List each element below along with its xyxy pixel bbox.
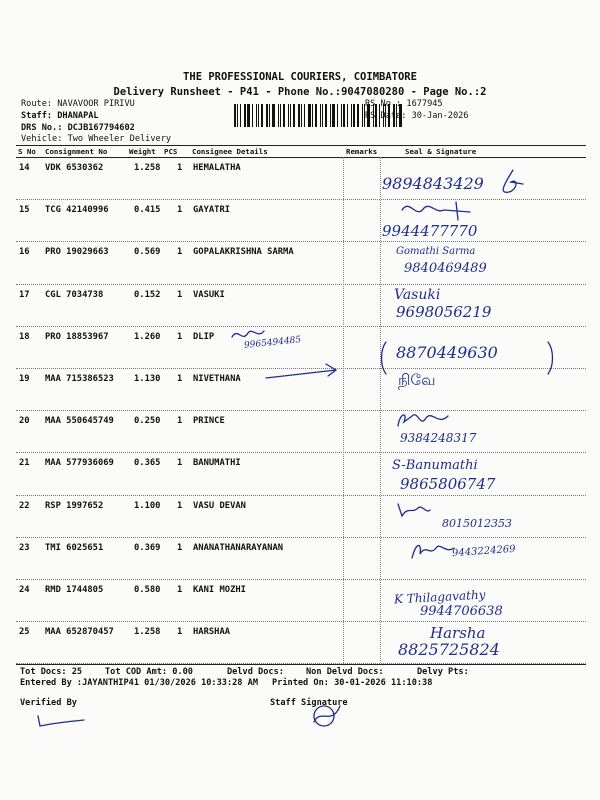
barcode-bar — [272, 104, 275, 127]
barcode-bar — [325, 104, 327, 127]
row-pcs: 1 — [177, 416, 183, 427]
barcode-bar — [234, 104, 236, 127]
row-consignee: BANUMATHI — [193, 458, 241, 469]
row-divider — [16, 241, 586, 242]
row-consignee: HARSHAA — [193, 627, 231, 638]
non-delivered-docs: Non Delvd Docs: — [306, 667, 384, 677]
col-consignment: Consignment No — [45, 147, 108, 156]
barcode-bar — [357, 104, 359, 127]
col-pcs: PCS — [164, 147, 178, 156]
row-consignment-no: PRO 18853967 — [45, 331, 109, 342]
row-pcs: 1 — [177, 542, 183, 553]
barcode-bar — [237, 104, 238, 127]
row-consignee: KANI MOZHI — [193, 585, 246, 595]
hw-phone-15: 9944477770 — [382, 222, 478, 240]
hw-phone-21: 9865806747 — [400, 475, 496, 493]
row-weight: 0.369 — [134, 542, 161, 553]
signature-scribble-15 — [400, 196, 480, 222]
barcode-bar — [322, 104, 323, 127]
row-sno: 17 — [19, 289, 30, 300]
row-weight: 0.580 — [134, 585, 161, 595]
verified-by-label: Verified By — [20, 698, 77, 708]
barcode-bar — [353, 104, 355, 127]
barcode-bar — [252, 104, 253, 127]
hw-name-17: Vasuki — [394, 287, 441, 303]
barcode-bar — [240, 104, 241, 127]
barcode-bar — [330, 104, 331, 127]
row-sno: 15 — [19, 205, 30, 216]
row-divider — [16, 326, 586, 327]
barcode-bar — [247, 104, 250, 127]
hw-name-21: S-Banumathi — [392, 458, 478, 473]
row-consignment-no: MAA 550645749 — [45, 416, 114, 427]
barcode-bar — [351, 104, 352, 127]
rs-date: RS Date: 30-Jan-2026 — [365, 111, 469, 121]
company-title: THE PROFESSIONAL COURIERS, COIMBATORE — [183, 71, 417, 83]
row-weight: 0.569 — [134, 247, 161, 258]
row-sno: 14 — [19, 163, 30, 173]
row-pcs: 1 — [177, 374, 183, 384]
row-pcs: 1 — [177, 331, 183, 342]
row-consignment-no: MAA 715386523 — [45, 374, 114, 384]
row-divider — [16, 199, 586, 200]
staff-label: Staff: DHANAPAL — [21, 111, 99, 121]
hw-phone-18: 8870449630 — [396, 343, 498, 362]
row-divider — [16, 621, 586, 622]
barcode-bar — [320, 104, 321, 127]
row-pcs: 1 — [177, 627, 183, 638]
row-consignment-no: RMD 1744805 — [45, 585, 104, 595]
row-sno: 19 — [19, 374, 30, 384]
row-sno: 25 — [19, 627, 30, 638]
row-sno: 20 — [19, 416, 30, 427]
hw-note-18: 9965494485 — [243, 335, 302, 351]
row-consignee: NIVETHANA — [193, 374, 241, 384]
runsheet-title: Delivery Runsheet - P41 - Phone No.:9047080280 - Page No.:2 — [113, 86, 487, 98]
row-weight: 1.100 — [134, 500, 161, 511]
barcode-bar — [278, 104, 279, 127]
row-consignee: VASUKI — [193, 289, 225, 300]
arrow-18 — [262, 362, 342, 384]
row-consignment-no: RSP 1997652 — [45, 500, 104, 511]
row-sno: 22 — [19, 500, 30, 511]
signature-scribble-20 — [394, 408, 454, 432]
row-consignment-no: MAA 652870457 — [45, 627, 114, 638]
col-seal: Seal & Signature — [405, 147, 477, 156]
row-consignee: ANANATHANARAYANAN — [193, 542, 284, 553]
row-consignee: GAYATRI — [193, 205, 231, 216]
row-sno: 18 — [19, 331, 30, 342]
signature-scribble-23 — [408, 538, 458, 562]
row-divider — [16, 410, 586, 411]
hw-tamil-19: நிவே — [398, 371, 436, 389]
col-sno: S No — [18, 147, 36, 156]
barcode-bar — [362, 104, 363, 127]
barcode-bar — [244, 104, 246, 127]
row-consignee: DLIP — [193, 331, 215, 342]
barcode-bar — [280, 104, 281, 127]
total-cod: Tot COD Amt: 0.00 — [105, 667, 193, 677]
verifier-signature — [34, 712, 88, 734]
row-sno: 23 — [19, 542, 30, 553]
row-divider — [16, 495, 586, 496]
row-divider — [16, 284, 586, 285]
hw-phone-22: 8015012353 — [442, 517, 512, 530]
barcode-bar — [256, 104, 257, 127]
row-consignment-no: VDK 6530362 — [45, 163, 104, 173]
barcode-bar — [269, 104, 270, 127]
barcode-bar — [304, 104, 305, 127]
row-consignment-no: PRO 19029663 — [45, 247, 109, 258]
total-docs: Tot Docs: 25 — [20, 667, 83, 677]
barcode-bar — [283, 104, 285, 127]
barcode-bar — [341, 104, 342, 127]
barcode-bar — [266, 104, 268, 127]
row-pcs: 1 — [177, 458, 183, 469]
row-consignee: GOPALAKRISHNA SARMA — [193, 247, 294, 258]
delivery-points: Delvy Pts: — [417, 667, 469, 677]
hw-phone-25: 8825725824 — [398, 640, 500, 659]
row-weight: 0.415 — [134, 205, 161, 216]
row-weight: 1.258 — [134, 627, 161, 638]
row-divider — [16, 537, 586, 538]
row-pcs: 1 — [177, 289, 183, 300]
row-consignee: HEMALATHA — [193, 163, 241, 173]
row-pcs: 1 — [177, 247, 183, 258]
bracket-left-18 — [378, 340, 388, 376]
row-weight: 0.365 — [134, 458, 161, 469]
barcode-bar — [293, 104, 295, 127]
row-consignment-no: TMI 6025651 — [45, 542, 104, 553]
row-sno: 24 — [19, 585, 30, 595]
hw-phone-14: 9894843429 — [382, 174, 484, 193]
col-consignee: Consignee Details — [192, 147, 268, 156]
row-sno: 21 — [19, 458, 30, 469]
barcode-bar — [301, 104, 302, 127]
barcode-bar — [261, 104, 263, 127]
barcode-bar — [308, 104, 311, 127]
row-weight: 0.250 — [134, 416, 161, 427]
route-label: Route: NAVAVOOR PIRIVU — [21, 99, 135, 109]
row-consignee: VASU DEVAN — [193, 500, 246, 511]
row-divider — [16, 452, 586, 453]
row-consignment-no: CGL 7034738 — [45, 289, 104, 300]
barcode-bar — [315, 104, 317, 127]
barcode — [234, 104, 362, 127]
row-sno: 16 — [19, 247, 30, 258]
hw-phone-23: 9443224269 — [451, 543, 516, 560]
entered-by: Entered By :JAYANTHIP41 01/30/2026 10:33:28 AM — [20, 678, 258, 688]
row-pcs: 1 — [177, 205, 183, 216]
vehicle-label: Vehicle: Two Wheeler Delivery — [21, 134, 172, 144]
staff-signature-label: Staff Signature — [270, 698, 348, 708]
hw-name-25: Harsha — [430, 624, 486, 642]
col-weight: Weight — [129, 147, 156, 156]
delivered-docs: Delvd Docs: — [227, 667, 284, 677]
col-remarks: Remarks — [346, 147, 378, 156]
barcode-bar — [288, 104, 289, 127]
barcode-bar — [312, 104, 313, 127]
hw-phone-24: 9944706638 — [420, 604, 503, 619]
row-pcs: 1 — [177, 163, 183, 173]
bracket-right-18 — [546, 340, 556, 376]
barcode-bar — [298, 104, 300, 127]
row-weight: 1.260 — [134, 331, 161, 342]
staff-signature-scribble — [308, 700, 344, 730]
hw-phone-16: 9840469489 — [404, 261, 487, 276]
printed-on: Printed On: 30-01-2026 11:10:38 — [272, 678, 433, 688]
barcode-bar — [258, 104, 259, 127]
barcode-bar — [347, 104, 348, 127]
signature-scribble-14 — [495, 168, 525, 198]
hw-name-24: K Thilagavathy — [393, 587, 486, 607]
row-weight: 0.152 — [134, 289, 161, 300]
row-divider — [16, 579, 586, 580]
barcode-bar — [337, 104, 338, 127]
row-weight: 1.130 — [134, 374, 161, 384]
hw-name-16: Gomathi Sarma — [396, 246, 476, 257]
drs-number: DRS No.: DCJB167794602 — [21, 123, 135, 133]
hw-phone-17: 9698056219 — [396, 303, 492, 321]
barcode-bar — [290, 104, 291, 127]
signature-scribble-22 — [394, 500, 434, 520]
barcode-bar — [332, 104, 335, 127]
row-consignee: PRINCE — [193, 416, 225, 427]
row-consignment-no: MAA 577936069 — [45, 458, 114, 469]
barcode-bar — [343, 104, 345, 127]
hw-phone-20: 9384248317 — [400, 431, 477, 445]
row-pcs: 1 — [177, 500, 183, 511]
row-weight: 1.258 — [134, 163, 161, 173]
row-consignment-no: TCG 42140996 — [45, 205, 109, 216]
row-pcs: 1 — [177, 585, 183, 595]
rs-number: RS No.: 1677945 — [365, 99, 443, 109]
